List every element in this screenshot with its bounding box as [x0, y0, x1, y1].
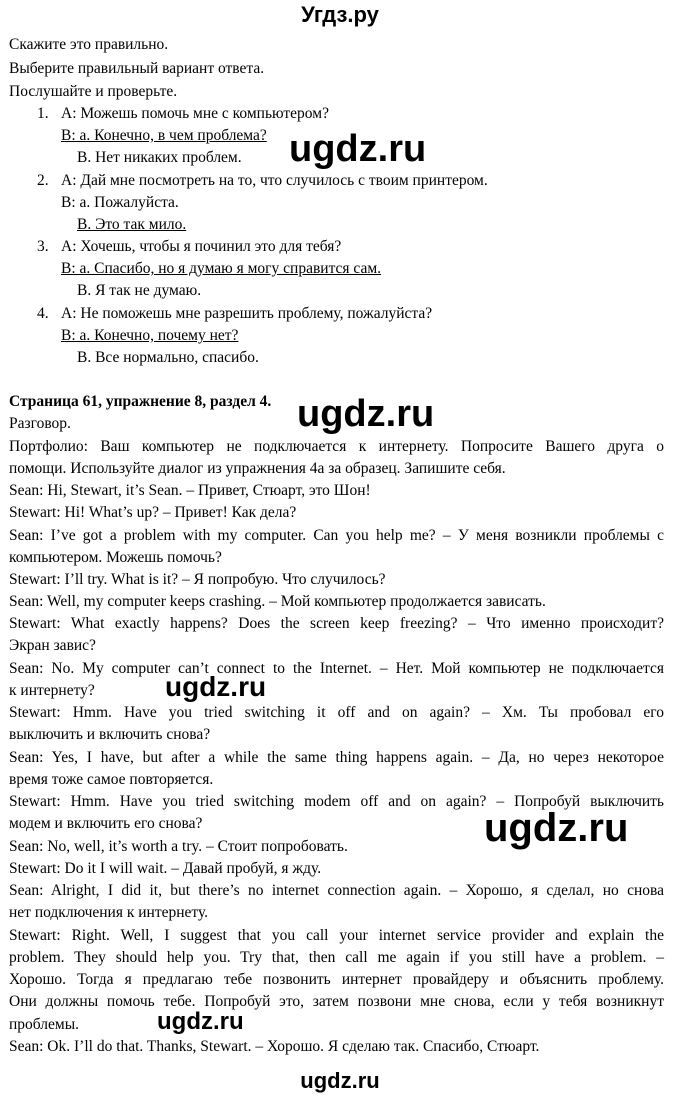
dialog-line: Stewart: Do it I will wait. – Давай пробуй, я жду. — [9, 860, 322, 877]
question-a: A: Хочешь, чтобы я починил это для тебя? — [61, 238, 342, 255]
dialog-line: Sean: Ok. I’ll do that. Thanks, Stewart. – Хорошо. Я сделаю так. Спасибо, Стюарт. — [9, 1038, 540, 1055]
dialog-line: Sean: Yes, I have, but after a while the same thing happens again. – Да, но через некоторое — [9, 749, 664, 766]
dialog-line: Sean: Hi, Stewart, it’s Sean. – Привет, Стюарт, это Шон! — [9, 482, 371, 499]
answer-correct: B. Это так мило. — [77, 216, 187, 233]
dialog-line: Stewart: I’ll try. What is it? – Я попробую. Что случилось? — [9, 571, 386, 588]
dialog-line: Sean: No. My computer can’t connect to the Internet. – Нет. Мой компьютер не подключается — [9, 660, 664, 677]
watermark: ugdz.ru — [157, 1008, 244, 1035]
question-number: 4. — [37, 305, 49, 322]
watermark: ugdz.ru — [289, 128, 427, 170]
dialog-line: Stewart: Hi! What’s up? – Привет! Как дела? — [9, 504, 297, 521]
dialog-line: Sean: No, well, it’s worth a try. – Стоит попробовать. — [9, 838, 348, 855]
dialog-line: компьютером. Можешь помочь? — [9, 549, 222, 566]
dialog-line: Stewart: Hmm. Have you tried switching it off and on again? – Хм. Ты пробовал его — [9, 704, 664, 721]
question-a: A: Не поможешь мне разрешить проблему, пожалуйста? — [61, 305, 433, 322]
answer-option: B. Нет никаких проблем. — [77, 149, 242, 166]
intro-line: Послушайте и проверьте. — [9, 83, 178, 100]
question-a: A: Дай мне посмотреть на то, что случилось с твоим принтером. — [61, 172, 488, 189]
dialog-line: Sean: I’ve got a problem with my computer. Can you help me? – У меня возникли проблемы с — [9, 527, 664, 544]
answer-correct: B: a. Конечно, в чем проблема? — [61, 127, 267, 144]
dialog-line: Sean: Well, my computer keeps crashing. – Мой компьютер продолжается зависать. — [9, 593, 546, 610]
question-a: A: Можешь помочь мне с компьютером? — [61, 105, 329, 122]
answer-option: B: a. Пожалуйста. — [61, 194, 179, 211]
site-footer: ugdz.ru — [300, 1068, 380, 1093]
dialog-line: Stewart: What exactly happens? Does the screen keep freezing? – Что именно происходит? — [9, 615, 664, 632]
dialog-line: нет подключения к интернету. — [9, 904, 209, 921]
answer-correct: B: a. Конечно, почему нет? — [61, 327, 239, 344]
dialog-line: модем и включить его снова? — [9, 815, 203, 832]
question-number: 3. — [37, 238, 49, 255]
watermark: ugdz.ru — [484, 806, 629, 850]
dialog-line: Хорошо. Тогда я предлагаю тебе позвонить интернет провайдеру и объяснить проблему. — [9, 971, 664, 988]
answer-correct: B: a. Спасибо, но я думаю я могу справится сам. — [61, 260, 382, 277]
dialog-line: Они должны помочь тебе. Попробуй это, затем позвони мне снова, если у тебя возникнут — [9, 993, 664, 1010]
intro-line: Скажите это правильно. — [9, 36, 169, 53]
dialog-line: Sean: Alright, I did it, but there’s no internet connection again. – Хорошо, я сделал, но снова — [9, 882, 664, 899]
dialog-line: Stewart: Right. Well, I suggest that you call your internet service provider and explain the — [9, 927, 664, 944]
intro-line: Выберите правильный вариант ответа. — [9, 60, 265, 77]
dialog-line: Stewart: Hmm. Have you tried switching modem off and on again? – Попробуй выключить — [9, 793, 664, 810]
section-subheading: Разговор. — [9, 415, 71, 432]
dialog-line: проблемы. — [9, 1016, 80, 1033]
dialog-line: время тоже самое повторяется. — [9, 771, 214, 788]
answer-option: B. Все нормально, спасибо. — [77, 349, 259, 366]
dialog-line: к интернету? — [9, 682, 95, 699]
dialog-line: помощи. Используйте диалог из упражнения 4a за образец. Запишите себя. — [9, 460, 506, 477]
watermark: ugdz.ru — [297, 393, 435, 435]
question-number: 2. — [37, 172, 49, 189]
dialog-line: Экран завис? — [9, 637, 96, 654]
watermark: ugdz.ru — [165, 671, 267, 702]
question-number: 1. — [37, 105, 49, 122]
dialog-line: выключить и включить снова? — [9, 726, 211, 743]
dialog-line: Портфолио: Ваш компьютер не подключается к интернету. Попросите Вашего друга о — [9, 438, 664, 455]
answer-option: B. Я так не думаю. — [77, 282, 202, 299]
site-title: Угдз.ру — [301, 2, 379, 27]
dialog-line: problem. They should help you. Try that, then call me again if you still have a problem. – — [9, 949, 664, 966]
section-heading: Страница 61, упражнение 8, раздел 4. — [9, 393, 272, 410]
